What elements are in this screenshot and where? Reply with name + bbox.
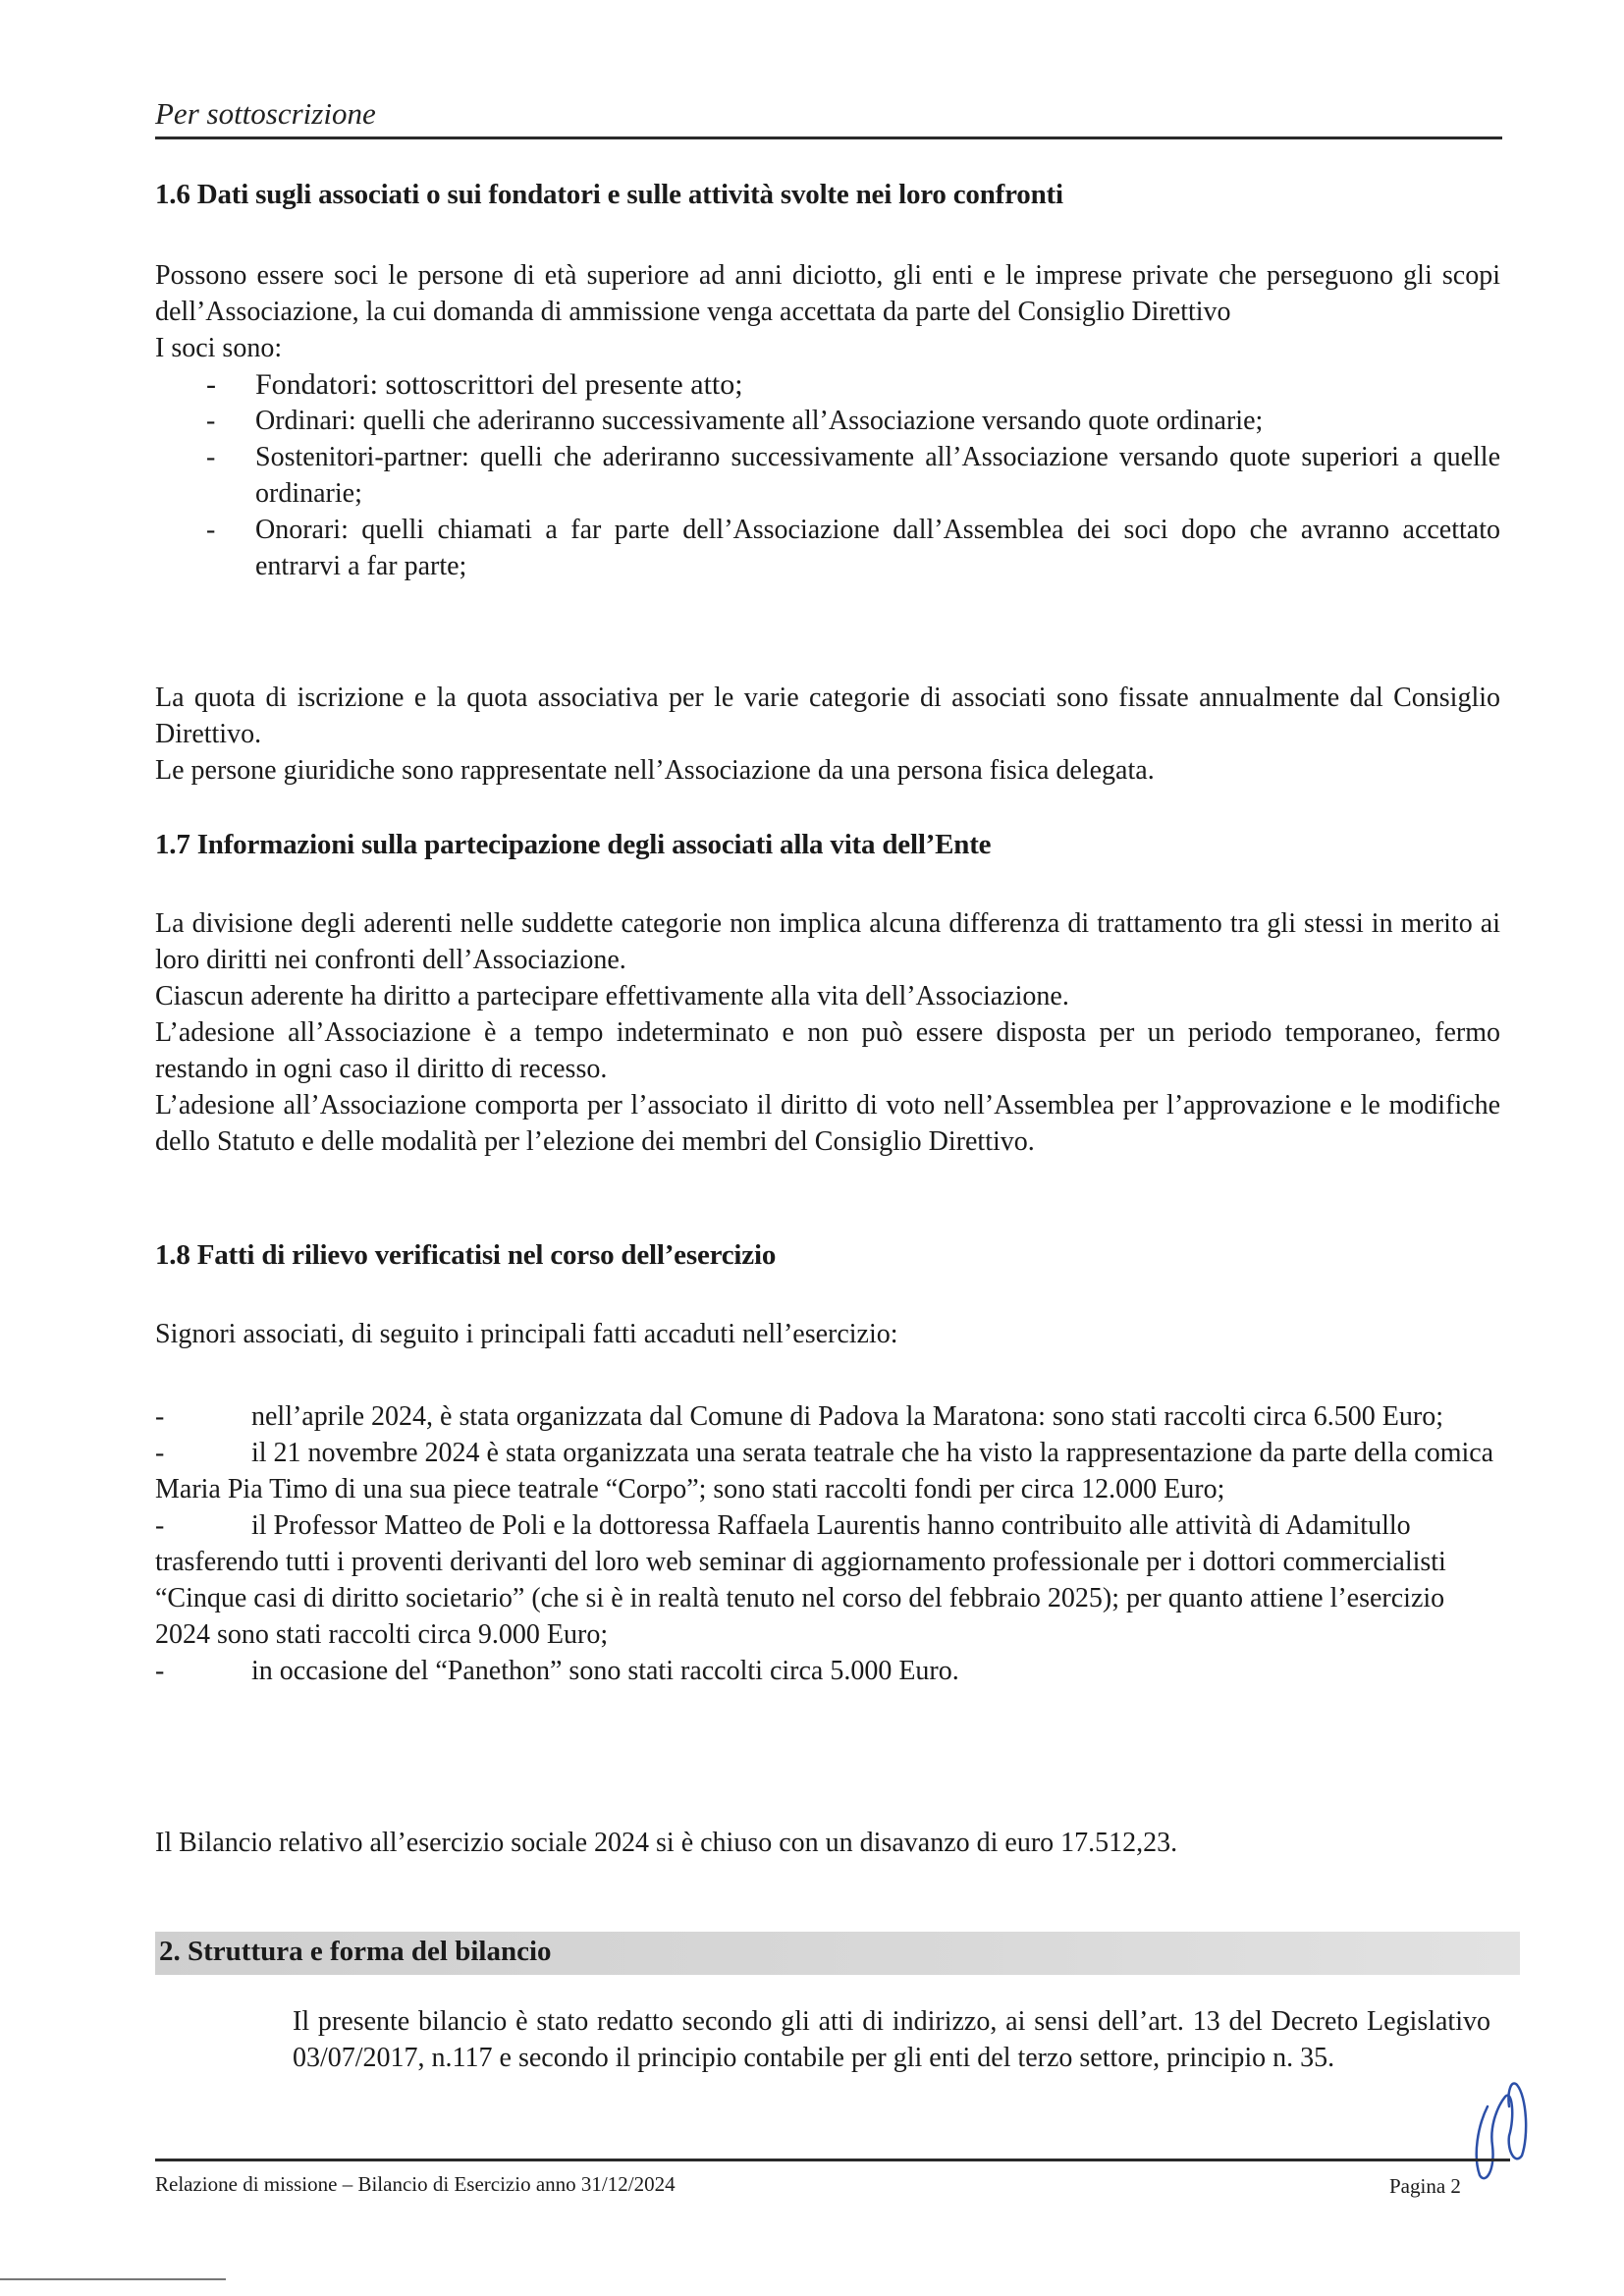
section-1-8-closing	[155, 1825, 1500, 1861]
section-1-7-body	[155, 905, 1500, 1160]
paragraph: La divisione degli aderenti nelle suddette categorie non implica alcuna differenza di trattamento tra gli stessi in merito ai loro diritti nei confronti dell’Associazione.	[155, 908, 1500, 975]
list-item: - Sostenitori-partner: quelli che aderiranno successivamente all’Associazione versando quote superiori a quelle ordinarie;	[206, 442, 1500, 509]
paragraph: Signori associati, di seguito i principali fatti accaduti nell’esercizio:	[155, 1319, 898, 1349]
footer-title: Relazione di missione – Bilancio di Esercizio anno 31/12/2024	[155, 2172, 676, 2196]
section-1-6	[155, 179, 1500, 211]
section-heading-1-7: 1.7 Informazioni sulla partecipazione degli associati alla vita dell’Ente	[155, 829, 992, 860]
section-1-8-intro	[155, 1316, 1500, 1352]
list-item: - Onorari: quelli chiamati a far parte dell’Associazione dall’Assemblea dei soci dopo che avranno accettato entrarvi a far parte;	[206, 515, 1500, 581]
paragraph: L’adesione all’Associazione comporta per l’associato il diritto di voto nell’Assemblea per l’approvazione e le modifiche dello Statuto e delle modalità per l’elezione dei membri del Consiglio Direttivo.	[155, 1090, 1500, 1157]
paragraph: La quota di iscrizione e la quota associativa per le varie categorie di associati sono fissate annualmente dal Consiglio Direttivo.	[155, 683, 1500, 749]
paragraph: Il Bilancio relativo all’esercizio sociale 2024 si è chiuso con un disavanzo di euro 17.512,23.	[155, 1828, 1178, 1858]
facts-list	[155, 1398, 1500, 1689]
list-item: - il 21 novembre 2024 è stata organizzata una serata teatrale che ha visto la rappresentazione da parte della comica Maria Pia Timo di una sua piece teatrale “Corpo”; sono stati raccolti fondi per circa 12.000 Euro;	[155, 1438, 1494, 1504]
header-divider	[155, 137, 1502, 139]
paragraph: Il presente bilancio è stato redatto secondo gli atti di indirizzo, ai sensi dell’art. 13 del Decreto Legislativo 03/07/2017, n.117 e secondo il principio contabile per gli enti del terzo settore, principio n. 35.	[293, 2006, 1490, 2073]
list-item: - in occasione del “Panethon” sono stati raccolti circa 5.000 Euro.	[155, 1656, 959, 1686]
list-item: - nell’aprile 2024, è stata organizzata dal Comune di Padova la Maratona: sono stati raccolti circa 6.500 Euro;	[155, 1401, 1443, 1432]
paragraph: L’adesione all’Associazione è a tempo indeterminato e non può essere disposta per un periodo temporaneo, fermo restando in ogni caso il diritto di recesso.	[155, 1017, 1500, 1084]
header-title: Per sottoscrizione	[155, 96, 376, 131]
facts-list-container	[155, 1398, 1500, 1689]
list-item: - il Professor Matteo de Poli e la dottoressa Raffaela Laurentis hanno contribuito alle attività di Adamitullo trasferendo tutti i proventi derivanti del loro web seminar di aggiornamento professionale per i dottori commercialisti “Cinque casi di diritto societario” (che si è in realtà tenuto nel corso del febbraio 2025); per quanto attiene l’esercizio 2024 sono stati raccolti circa 9.000 Euro;	[155, 1510, 1446, 1650]
section-1-6-quota	[155, 680, 1500, 789]
section-1-7	[155, 829, 1500, 861]
members-list	[155, 366, 1500, 584]
handwritten-signature-icon	[1468, 2077, 1537, 2185]
footer-divider	[155, 2159, 1510, 2161]
section-heading-1-8: 1.8 Fatti di rilievo verificatisi nel corso dell’esercizio	[155, 1239, 777, 1271]
section-heading-2: 2. Struttura e forma del bilancio	[159, 1936, 552, 1967]
section-1-6-intro	[155, 257, 1500, 584]
page-number: Pagina 2	[1389, 2174, 1461, 2198]
section-1-8	[155, 1239, 1500, 1272]
members-list-intro: I soci sono:	[155, 333, 283, 363]
paragraph: Ciascun aderente ha diritto a partecipare effettivamente alla vita dell’Associazione.	[155, 981, 1069, 1011]
section-heading-1-6: 1.6 Dati sugli associati o sui fondatori e sulle attività svolte nei loro confronti	[155, 179, 1063, 210]
scan-edge-line	[0, 2278, 226, 2280]
paragraph: Possono essere soci le persone di età superiore ad anni diciotto, gli enti e le imprese private che perseguono gli scopi dell’Associazione, la cui domanda di ammissione venga accettata da parte del Consiglio Direttivo	[155, 260, 1500, 327]
list-item: - Ordinari: quelli che aderiranno successivamente all’Associazione versando quote ordinarie;	[206, 406, 1264, 436]
section-band-2	[155, 1932, 1520, 1975]
section-2-body	[293, 2003, 1490, 2076]
list-item: - Fondatori: sottoscrittori del presente atto;	[206, 368, 743, 401]
paragraph: Le persone giuridiche sono rappresentate nell’Associazione da una persona fisica delegata.	[155, 755, 1155, 786]
